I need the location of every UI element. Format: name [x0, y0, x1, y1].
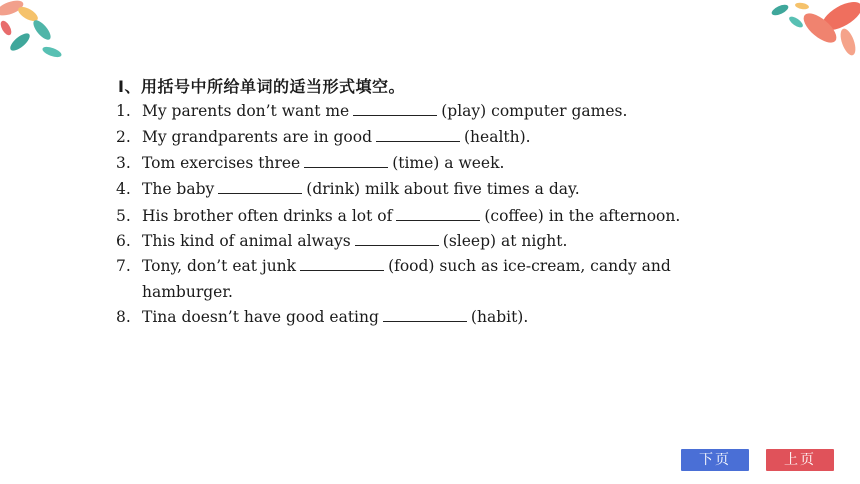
question-6 [116, 229, 728, 253]
question-text: This kind of animal always [142, 232, 351, 250]
question-7 [116, 254, 728, 278]
answer-blank[interactable] [355, 231, 439, 246]
question-text-after: milk about five times a day. [364, 180, 580, 198]
question-text: Tom exercises three [142, 154, 301, 172]
question-text-after: at night. [500, 232, 568, 250]
question-7-continuation [116, 280, 754, 304]
given-word: (drink) [306, 180, 361, 198]
question-text: My grandparents are in good [142, 128, 372, 146]
leaf-decoration-top-left [0, 0, 80, 70]
answer-blank[interactable] [383, 307, 467, 322]
given-word: (habit). [470, 308, 529, 326]
answer-blank[interactable] [353, 101, 437, 116]
answer-blank[interactable] [396, 206, 480, 221]
question-text: Tina doesn’t have good eating [142, 308, 379, 326]
question-3 [116, 151, 728, 175]
leaf-decoration-top-right [730, 0, 860, 58]
given-word: (coffee) [484, 207, 544, 225]
answer-blank[interactable] [304, 153, 388, 168]
question-number: 6. [116, 232, 131, 250]
question-8 [116, 305, 728, 329]
given-word: (health). [464, 128, 531, 146]
question-text: The baby [142, 180, 215, 198]
question-text-after: a week. [444, 154, 505, 172]
question-text-continuation: hamburger. [142, 283, 233, 301]
next-page-button[interactable]: 下页 [681, 449, 749, 471]
question-text-after: in the afternoon. [548, 207, 681, 225]
question-text: Tony, don’t eat junk [142, 257, 297, 275]
question-2 [116, 125, 728, 149]
question-text-after: such as ice-cream, candy and [439, 257, 671, 275]
question-number: 5. [116, 207, 131, 225]
question-text-after: computer games. [491, 102, 628, 120]
exercise-heading: Ⅰ、用括号中所给单词的适当形式填空。 [118, 77, 405, 96]
answer-blank[interactable] [300, 256, 384, 271]
question-number: 2. [116, 128, 131, 146]
answer-blank[interactable] [218, 179, 302, 194]
question-1 [116, 99, 728, 123]
question-number: 8. [116, 308, 131, 326]
question-number: 4. [116, 180, 131, 198]
question-text: My parents don’t want me [142, 102, 350, 120]
question-text: His brother often drinks a lot of [142, 207, 393, 225]
question-4 [116, 177, 728, 201]
question-number: 3. [116, 154, 131, 172]
question-5 [116, 204, 728, 228]
given-word: (food) [388, 257, 435, 275]
given-word: (time) [392, 154, 440, 172]
given-word: (sleep) [442, 232, 497, 250]
question-number: 1. [116, 102, 131, 120]
given-word: (play) [441, 102, 487, 120]
previous-page-button[interactable]: 上页 [766, 449, 834, 471]
answer-blank[interactable] [376, 127, 460, 142]
question-number: 7. [116, 257, 131, 275]
